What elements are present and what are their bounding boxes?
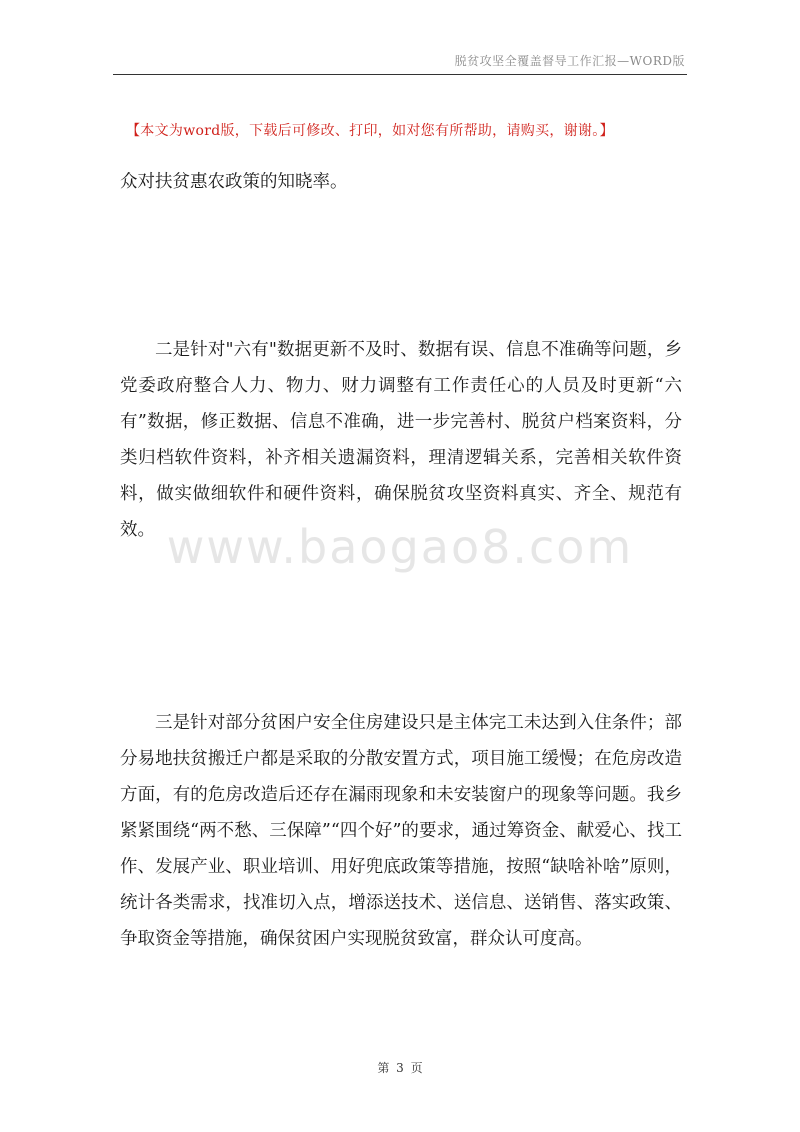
header-divider: [113, 74, 687, 75]
header-title: 脱贫攻坚全覆盖督导工作汇报—WORD版: [454, 54, 685, 68]
watermark: www.baogao8.com: [166, 520, 634, 574]
paragraph-continuation: 众对扶贫惠农政策的知晓率。: [120, 172, 348, 192]
paragraph-three: 三是针对部分贫困户安全住房建设只是主体完工未达到入住条件；部分易地扶贫搬迁户都是采取的分散安置方式，项目施工缓慢；在危房改造方面，有的危房改造后还存在漏雨现象和未安装窗户的现象等问题。我乡紧紧围绕“两不愁、三保障”“四个好”的要求，通过筹资金、献爱心、找工作、发展产业、职业培训、用好兜底政策等措施，按照“缺啥补啥”原则，统计各类需求，找准切入点，增添送技术、送信息、送销售、落实政策、争取资金等措施，确保贫困户实现脱贫致富，群众认可度高。: [120, 713, 682, 949]
page-number: 第 3 页: [377, 1061, 423, 1075]
paragraph-two: 二是针对"六有"数据更新不及时、数据有误、信息不准确等问题，乡党委政府整合人力、物力、财力调整有工作责任心的人员及时更新“六有”数据，修正数据、信息不准确，进一步完善村、脱贫户档案资料，分类归档软件资料，补齐相关遗漏资料，理清逻辑关系，完善相关软件资料，做实做细软件和硬件资料，确保脱贫攻坚资料真实、齐全、规范有效。: [120, 340, 682, 540]
purchase-notice: 【本文为word版，下载后可修改、打印，如对您有所帮助，请购买，谢谢。】: [126, 123, 614, 139]
